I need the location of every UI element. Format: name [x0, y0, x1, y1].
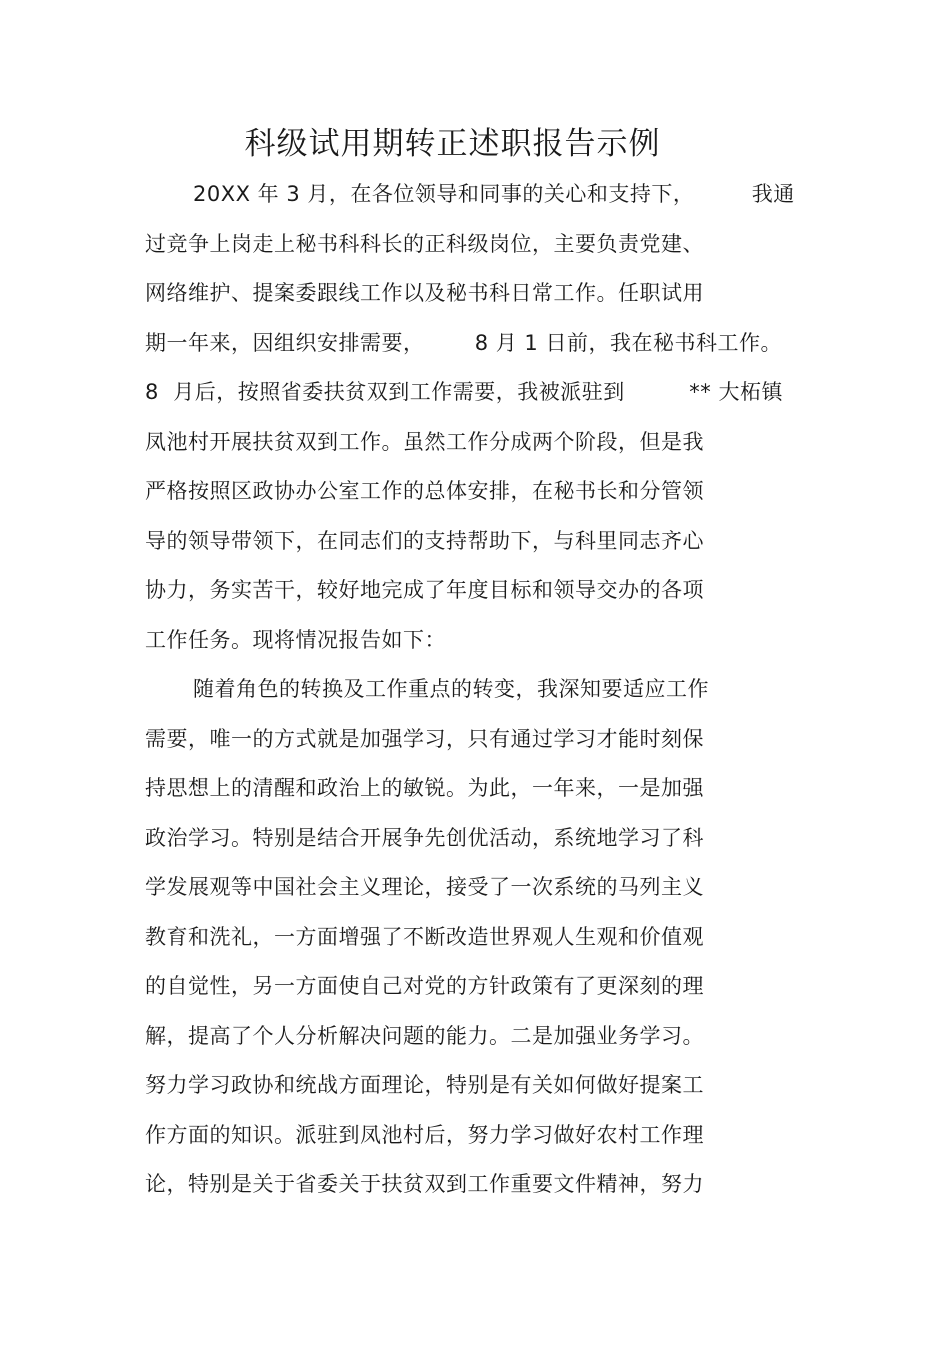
paragraph-1-line-5: 8 月后，按照省委扶贫双到工作需要，我被派驻到 ** 大柘镇 — [145, 380, 783, 404]
paragraph-1-line-7: 严格按照区政协办公室工作的总体安排，在秘书长和分管领 — [145, 479, 704, 503]
paragraph-1-line-1: 20XX 年 3 月，在各位领导和同事的关心和支持下， 我通 — [193, 182, 795, 206]
paragraph-1-line-2: 过竞争上岗走上秘书科科长的正科级岗位，主要负责党建、 — [145, 231, 704, 256]
paragraph-2-line-6: 教育和洗礼，一方面增强了不断改造世界观人生观和价值观 — [145, 924, 704, 949]
document-title: 科级试用期转正述职报告示例 — [244, 126, 661, 162]
document-body — [145, 174, 845, 1214]
paragraph-2-line-5: 学发展观等中国社会主义理论，接受了一次系统的马列主义 — [145, 875, 704, 899]
paragraph-2-line-1: 随着角色的转换及工作重点的转变，我深知要适应工作 — [193, 677, 709, 701]
paragraph-1-line-10: 工作任务。现将情况报告如下： — [145, 627, 446, 652]
paragraph-2-line-8: 解，提高了个人分析解决问题的能力。二是加强业务学习。 — [145, 1023, 704, 1048]
paragraph-2-line-2: 需要，唯一的方式就是加强学习，只有通过学习才能时刻保 — [145, 726, 704, 751]
paragraph-2-line-11: 论，特别是关于省委关于扶贫双到工作重要文件精神，努力 — [145, 1172, 704, 1196]
paragraph-1-line-9: 协力，务实苦干，较好地完成了年度目标和领导交办的各项 — [145, 578, 704, 602]
paragraph-2-line-3: 持思想上的清醒和政治上的敏锐。为此，一年来，一是加强 — [145, 776, 704, 800]
paragraph-2-line-10: 作方面的知识。派驻到凤池村后，努力学习做好农村工作理 — [145, 1122, 704, 1147]
paragraph-1-line-3: 网络维护、提案委跟线工作以及秘书科日常工作。任职试用 — [145, 281, 704, 305]
paragraph-2-line-9: 努力学习政协和统战方面理论，特别是有关如何做好提案工 — [145, 1073, 704, 1097]
paragraph-1-line-4: 期一年来，因组织安排需要， 8 月 1 日前，我在秘书科工作。 — [145, 330, 782, 355]
paragraph-1-line-8: 导的领导带领下，在同志们的支持帮助下，与科里同志齐心 — [145, 528, 704, 553]
paragraph-2-line-4: 政治学习。特别是结合开展争先创优活动，系统地学习了科 — [145, 825, 704, 850]
paragraph-2-line-7: 的自觉性，另一方面使自己对党的方针政策有了更深刻的理 — [145, 974, 704, 998]
paragraph-1-line-6: 凤池村开展扶贫双到工作。虽然工作分成两个阶段，但是我 — [145, 429, 704, 454]
